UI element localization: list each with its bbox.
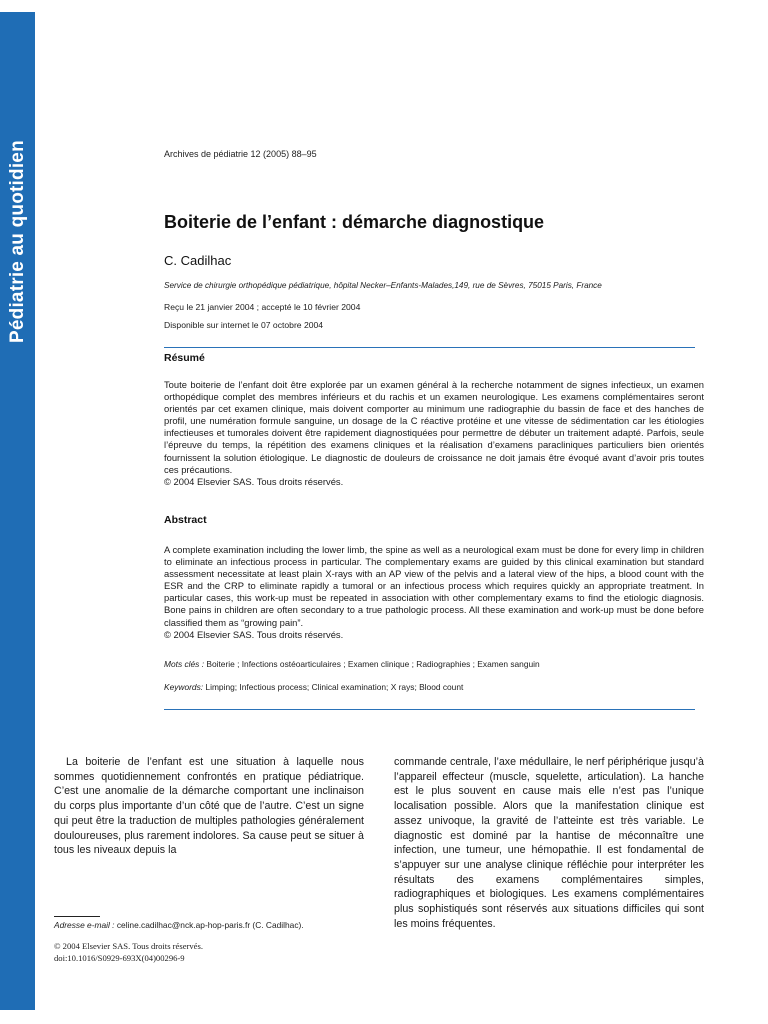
keywords-en xyxy=(164,682,463,692)
affiliation: Service de chirurgie orthopédique pédiatrique, hôpital Necker–Enfants-Malades,149, rue de Sèvres, 75015 Paris, France xyxy=(164,281,602,290)
resume-copyright: © 2004 Elsevier SAS. Tous droits réservés. xyxy=(164,475,344,487)
footnote xyxy=(54,920,304,930)
resume-block xyxy=(164,379,704,488)
body-column-right xyxy=(394,755,704,931)
footer-copyright: © 2004 Elsevier SAS. Tous droits réservés. xyxy=(54,941,203,951)
resume-heading: Résumé xyxy=(164,352,205,364)
author: C. Cadilhac xyxy=(164,253,232,268)
received-dates: Reçu le 21 janvier 2004 ; accepté le 10 février 2004 xyxy=(164,302,361,312)
footer-block xyxy=(54,940,203,964)
resume-text: Toute boiterie de l’enfant doit être explorée par un examen général à la recherche notamment de signes infectieux, un examen orthopédique complet des membres inférieurs et du rachis et un examen neurologique. Les examens complémentaires seront orientés par cet examen clinique, mais doivent comporter au minimum une radiographie du bassin de face et des hanches de profil, une numération formule sanguine, un dosage de la C réactive protéine et une vitesse de sédimentation car les étiologies infectieuses et tumorales doivent être rapidement diagnostiquées pour permettre de débuter un traitement adapté. Parfois, seule l’épreuve du temps, la répétition des examens cliniques et la réalisation d’examens paracliniques particuliers bien orientés fournissent la solution étiologique. Le diagnostic de douleurs de croissance ne doit jamais être évoqué avant d’avoir pris toutes ces précautions. xyxy=(164,379,704,475)
footer-doi: doi:10.1016/S0929-693X(04)00296-9 xyxy=(54,953,185,963)
footnote-label: Adresse e-mail : xyxy=(54,920,115,930)
divider-bottom xyxy=(164,709,695,710)
abstract-heading: Abstract xyxy=(164,514,207,526)
keywords-en-label: Keywords: xyxy=(164,682,204,692)
divider-top xyxy=(164,347,695,348)
footnote-rule xyxy=(54,916,100,917)
body-paragraph-1: La boiterie de l’enfant est une situation à laquelle nous sommes quotidiennement confrontés en pratique pédiatrique. C’est une anomalie de la démarche comportant une inclinaison du corps plus importante d’un côté que de l’autre. C’est un signe qui peut être la traduction de multiples pathologies généralement douloureuses, plus rarement indolores. Sa cause peut se situer à tous les niveaux depuis la xyxy=(54,756,364,857)
body-paragraph-2: commande centrale, l’axe médullaire, le nerf périphérique jusqu’à l’appareil effecteur (muscle, squelette, articulation). La hanche est le plus souvent en cause mais elle n’est pas l’unique localisation possible. Alors que la manifestation clinique est assez univoque, la gravité de l’atteinte est très variable. Le diagnostic est dominé par la hantise de méconnaître une infection, une tumeur, une hémopathie. Il est fondamental de s’appuyer sur une analyse clinique réfléchie pour interpréter les résultats des examens complémentaires simples, radiographiques et biologiques. Les examens complémentaires plus sophistiqués sont réservés aux situations difficiles qui sont les moins fréquentes. xyxy=(394,756,704,930)
journal-reference: Archives de pédiatrie 12 (2005) 88–95 xyxy=(164,149,317,159)
keywords-en-values: Limping; Infectious process; Clinical examination; X rays; Blood count xyxy=(203,682,464,692)
footnote-email: celine.cadilhac@nck.ap-hop-paris.fr (C. Cadilhac). xyxy=(114,920,304,930)
online-date: Disponible sur internet le 07 octobre 2004 xyxy=(164,320,324,330)
body-column-left xyxy=(54,755,364,858)
keywords-fr xyxy=(164,659,540,669)
abstract-block xyxy=(164,544,704,641)
abstract-copyright: © 2004 Elsevier SAS. Tous droits réservés. xyxy=(164,628,344,640)
keywords-fr-label: Mots clés : xyxy=(164,659,205,669)
side-banner-label: Pédiatrie au quotidien xyxy=(7,140,28,344)
article-title: Boiterie de l’enfant : démarche diagnostique xyxy=(164,212,545,232)
keywords-fr-values: Boiterie ; Infections ostéoarticulaires ; Examen clinique ; Radiographies ; Examen sanguin xyxy=(204,659,540,669)
abstract-text: A complete examination including the lower limb, the spine as well as a neurological exam must be done for every limp in children to eliminate an infectious process in particular. The complementary exams are guided by this clinical examination but standard assessment necessitate at least plain X-rays with an AP view of the pelvis and a lateral view of the hips, a blood count with the ESR and the CRP to eliminate rapidly a tumoral or an infectious process which requires quickly an appropriate treatment. In particular cases, this work-up must be repeated in association with other complementary exams to find the etiologic diagnosis. Bone pains in children are often secondary to a true pathologic process. All these examination and work-up must be done before classified them as “growing pain”. xyxy=(164,544,704,628)
